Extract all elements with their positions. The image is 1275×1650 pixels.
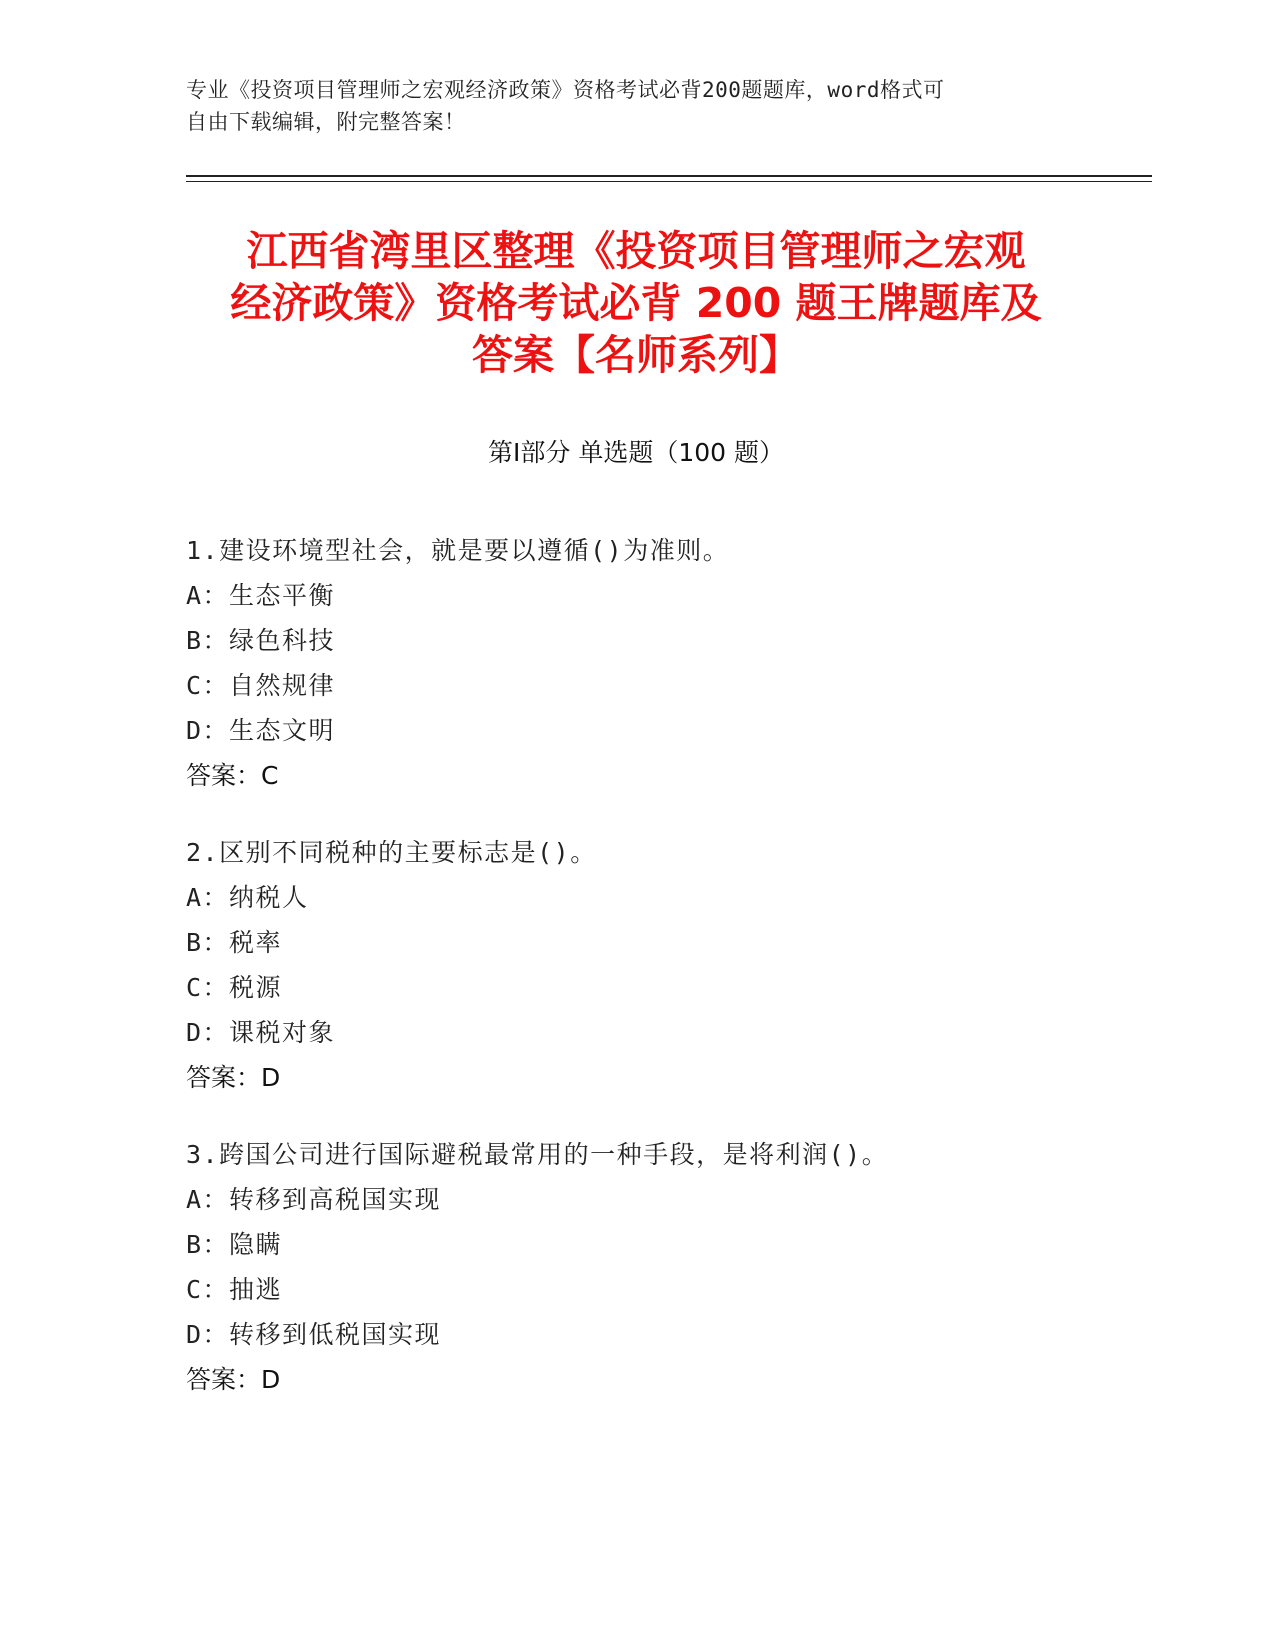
option-b: B：税率	[186, 928, 283, 957]
option-c: C：抽逃	[186, 1275, 283, 1304]
option-a: A：生态平衡	[186, 581, 336, 610]
option-d: D：转移到低税国实现	[186, 1320, 442, 1349]
title-line: 江西省湾里区整理《投资项目管理师之宏观	[246, 227, 1026, 275]
answer: 答案：D	[186, 1063, 281, 1092]
header-note-line: 自由下载编辑，附完整答案！	[186, 110, 466, 134]
option-a: A：转移到高税国实现	[186, 1185, 442, 1214]
question-stem: 2.区别不同税种的主要标志是()。	[186, 838, 597, 867]
question-list	[186, 528, 1136, 1434]
question-item	[186, 830, 1136, 1100]
header-divider-thin	[186, 181, 1152, 182]
option-b: B：绿色科技	[186, 626, 336, 655]
option-c: C：税源	[186, 973, 283, 1002]
option-d: D：生态文明	[186, 716, 336, 745]
option-d: D：课税对象	[186, 1018, 336, 1047]
answer: 答案：D	[186, 1365, 281, 1394]
header-divider	[186, 175, 1152, 177]
document-title	[186, 225, 1086, 381]
header-note	[186, 74, 1086, 138]
option-b: B：隐瞒	[186, 1230, 283, 1259]
question-item	[186, 1132, 1136, 1402]
option-a: A：纳税人	[186, 883, 309, 912]
question-stem: 3.跨国公司进行国际避税最常用的一种手段，是将利润()。	[186, 1140, 889, 1169]
section-title: 第Ⅰ部分 单选题（100 题）	[488, 438, 784, 467]
question-item	[186, 528, 1136, 798]
header-note-line: 专业《投资项目管理师之宏观经济政策》资格考试必背200题题库，word格式可	[186, 78, 945, 102]
question-stem: 1.建设环境型社会，就是要以遵循()为准则。	[186, 536, 730, 565]
title-line: 经济政策》资格考试必背 200 题王牌题库及	[230, 279, 1042, 327]
title-line: 答案【名师系列】	[472, 331, 800, 379]
answer: 答案：C	[186, 761, 279, 790]
option-c: C：自然规律	[186, 671, 336, 700]
